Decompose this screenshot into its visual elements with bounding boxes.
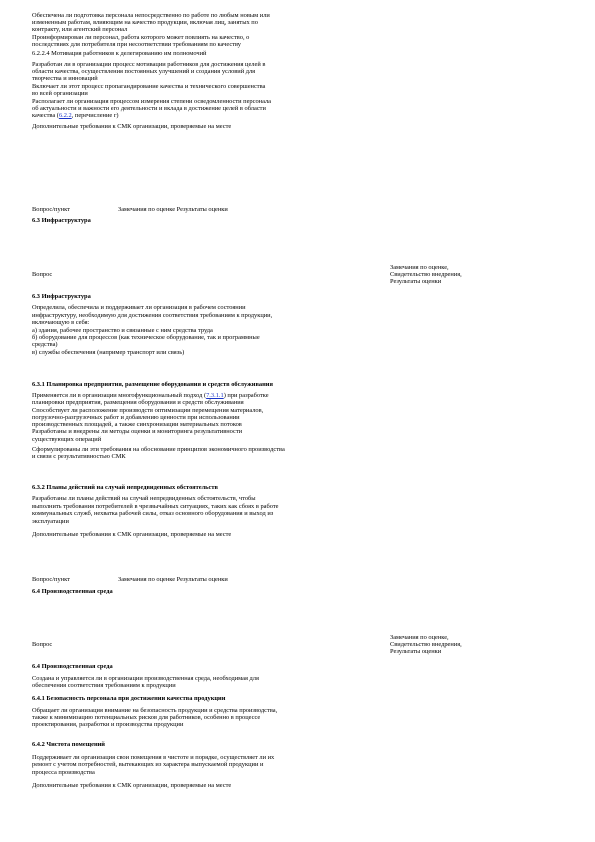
- text-line: Способствует ли расположение производств оптимизации перемещения материалов,: [32, 407, 264, 414]
- subsection-heading: 6.4.2 Чистота помещений: [32, 741, 105, 748]
- text-fragment: ) при разработке: [223, 392, 269, 399]
- text-line-with-link: [32, 112, 119, 119]
- text-line: творчества и инноваций: [32, 75, 98, 82]
- table-header-remarks-line: Свидетельство внедрения,: [390, 271, 462, 278]
- text-line: об актуальности и важности его деятельности и вклада в достижение целей в области: [32, 105, 266, 112]
- text-line: эксплуатации: [32, 518, 69, 525]
- column-header-question: Вопрос/пункт: [32, 206, 70, 213]
- text-line: и связи с результативностью СМК: [32, 453, 126, 460]
- table-header-remarks-line: Свидетельство внедрения,: [390, 641, 462, 648]
- text-line: Создана и управляется ли в организации производственная среда, необходимая для: [32, 675, 259, 682]
- text-line: существующих операций: [32, 436, 102, 443]
- text-line: измененным работам, влияющим на качество продукции, включая лиц, занятых по: [32, 19, 258, 26]
- text-line: обеспечения соответствия требованиям к продукции: [32, 682, 176, 689]
- text-line: планировки предприятия, размещения оборудования и средств обслуживания: [32, 399, 244, 406]
- text-line: Разработаны ли планы действий на случай непредвиденных обстоятельств, чтобы: [32, 495, 256, 502]
- text-line: включающую в себя:: [32, 319, 90, 326]
- subsection-heading: 6.3.2 Планы действий на случай непредвиденных обстоятельств: [32, 484, 218, 491]
- table-header-question: Вопрос: [32, 641, 53, 648]
- text-line: Обращает ли организация внимание на безопасность продукции и средства производства,: [32, 707, 278, 714]
- clause-link[interactable]: 7.3.1.1: [206, 392, 224, 399]
- table-header-remarks-line: Замечания по оценке,: [390, 634, 449, 641]
- text-line: Включает ли этот процесс пропагандирование качества и технического совершенства: [32, 83, 266, 90]
- list-item: а) здания, рабочее пространство и связанные с ним средства труда: [32, 327, 213, 334]
- additional-requirements: Дополнительные требования к СМК организации, проверяемые на месте: [32, 782, 232, 789]
- section-heading: 6.4 Производственная среда: [32, 588, 113, 595]
- table-header-remarks-line: Результаты оценки: [390, 648, 442, 655]
- text-line: во всей организации: [32, 90, 88, 97]
- text-fragment: качества (: [32, 112, 59, 119]
- text-line: Проинформирован ли персонал, работа которого может повлиять на качество, о: [32, 34, 250, 41]
- additional-requirements: Дополнительные требования к СМК организации, проверяемые на месте: [32, 123, 232, 130]
- text-line: коммунальных служб, нехватка рабочей силы, отказ основного оборудования и выход из: [32, 510, 274, 517]
- additional-requirements: Дополнительные требования к СМК организации, проверяемые на месте: [32, 531, 232, 538]
- list-item: б) оборудование для процессов (как техническое оборудование, так и программные: [32, 334, 260, 341]
- text-line: Сформулированы ли эти требования на обоснование принципов экономичного производства: [32, 446, 285, 453]
- column-header-question: Вопрос/пункт: [32, 576, 70, 583]
- clause-link[interactable]: 6.2.2: [58, 112, 72, 119]
- column-header-remarks: Замечания по оценке Результаты оценки: [118, 576, 228, 583]
- text-line: проектирования, разработки и производства продукции: [32, 721, 184, 728]
- text-line: производственных площадей, а также синхронизации материальных потоков: [32, 421, 242, 428]
- text-fragment: , перечисление г): [71, 112, 119, 119]
- subsection-heading: 6.2.2.4 Мотивация работников к делегированию им полномочий: [32, 50, 207, 57]
- text-line: области качества, осуществления постоянных улучшений и создания условий для: [32, 68, 256, 75]
- text-fragment: Применяется ли в организации многофункциональный подход (: [32, 392, 207, 399]
- text-line: последствиях для потребителя при несоответствии требованиям по качеству: [32, 41, 241, 48]
- list-item: в) службы обеспечения (например транспорт или связь): [32, 349, 185, 356]
- text-line: процесса производства: [32, 769, 95, 776]
- text-line: Разработаны и внедрены ли методы оценки и мониторинга результативности: [32, 428, 243, 435]
- text-line: также к минимизацию потенциальных рисков для работников, особенно в процессе: [32, 714, 261, 721]
- list-item-cont: средства): [32, 341, 58, 348]
- section-heading: 6.3 Инфраструктура: [32, 217, 91, 224]
- text-line: контракту, или агентский персонал: [32, 26, 128, 33]
- subsection-heading: 6.3.1 Планировка предприятия, размещение оборудования и средств обслуживания: [32, 381, 273, 388]
- section-heading: 6.4 Производственная среда: [32, 663, 113, 670]
- text-line: Обеспечена ли подготовка персонала непосредственно по работе по любым новым или: [32, 12, 270, 19]
- column-header-remarks: Замечания по оценке Результаты оценки: [118, 206, 228, 213]
- text-line: Разработан ли в организации процесс мотивации работников для достижения целей в: [32, 61, 266, 68]
- text-line: инфраструктуру, необходимую для достижения соответствия требованиям к продукции,: [32, 312, 273, 319]
- table-header-remarks-line: Замечания по оценке,: [390, 264, 449, 271]
- text-line: Располагает ли организация процессом измерения степени осведомленности персонала: [32, 98, 271, 105]
- table-header-remarks-line: Результаты оценки: [390, 278, 442, 285]
- subsection-heading: 6.4.1 Безопасность персонала при достижении качества продукции: [32, 695, 226, 702]
- text-line: Определила, обеспечила и поддерживает ли организация в рабочем состоянии: [32, 304, 246, 311]
- text-line: выполнить требования потребителей в чрезвычайных ситуациях, таких как сбоях в работе: [32, 503, 279, 510]
- section-heading: 6.3 Инфраструктура: [32, 293, 91, 300]
- table-header-question: Вопрос: [32, 271, 53, 278]
- text-line: погрузочно-разгрузочных работ и добавлению ценности при использовании: [32, 414, 240, 421]
- text-line: ремонт с учетом потребностей, вытекающих из характера выпускаемой продукции и: [32, 761, 264, 768]
- text-line: Поддерживает ли организация свои помещения в чистоте и порядке, осуществляет ли их: [32, 754, 275, 761]
